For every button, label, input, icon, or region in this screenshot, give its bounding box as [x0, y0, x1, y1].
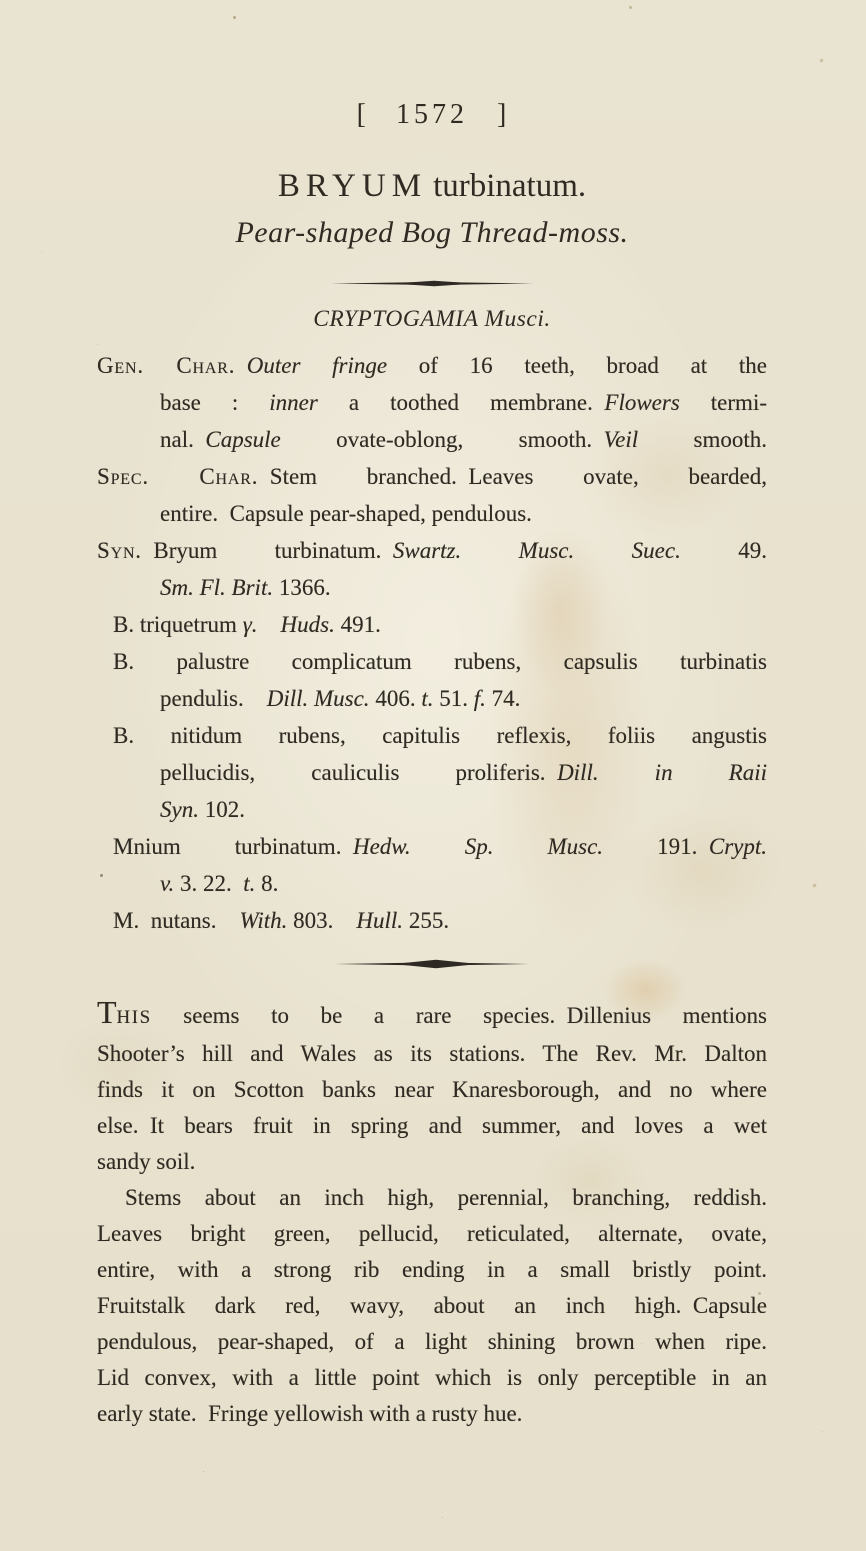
page-number: 1572 — [396, 99, 468, 130]
synonym-line: Sm. Fl. Brit. 1366. — [160, 574, 331, 600]
spec-char-line: Spec. Char. Stem branched. Leaves ovate, bearded, — [97, 463, 767, 489]
swelled-rule-top — [330, 279, 535, 288]
synonymy-block — [97, 347, 767, 939]
paper-foxing-specks — [0, 0, 3, 3]
classification-line: CRYPTOGAMIA Musci. — [313, 306, 551, 332]
species-epithet: turbinatum. — [433, 168, 587, 204]
gen-char-line: base : inner a toothed membrane. Flowers termi- — [160, 389, 767, 415]
bracket-left: [ — [356, 99, 367, 130]
synonym-line: B. palustre complicatum rubens, capsulis turbinatis — [113, 648, 767, 674]
paragraph-line: pendulous, pear-shaped, of a light shining brown when ripe. — [97, 1328, 767, 1354]
paragraph-line: finds it on Scotton banks near Knaresborough, and no where — [97, 1076, 767, 1102]
paragraph-line: sandy soil. — [97, 1148, 196, 1174]
paragraph-line: Lid convex, with a little point which is only perceptible in an — [97, 1364, 767, 1390]
species-title — [97, 170, 767, 203]
paragraph-line: early state. Fringe yellowish with a rusty hue. — [97, 1400, 523, 1426]
synonym-line: Syn. 102. — [160, 796, 245, 822]
paragraph-line: Fruitstalk dark red, wavy, about an inch high. Capsule — [97, 1292, 767, 1318]
text-column — [97, 0, 767, 1432]
synonym-line: M. nutans. With. 803. Hull. 255. — [113, 907, 450, 933]
spec-char-line: entire. Capsule pear-shaped, pendulous. — [160, 500, 532, 526]
paragraph-line: else. It bears fruit in spring and summer, and loves a wet — [97, 1112, 767, 1138]
genus-name: BRYUM — [277, 168, 428, 204]
paragraph-line: THIS seems to be a rare species. Dillenius mentions — [97, 993, 767, 1030]
paragraph-line: Stems about an inch high, perennial, branching, reddish. — [125, 1184, 767, 1210]
gen-char-line: nal. Capsule ovate-oblong, smooth. Veil smooth. — [160, 426, 767, 452]
description-block — [97, 993, 767, 1432]
bracket-right: ] — [497, 99, 508, 130]
paragraph-line: entire, with a strong rib ending in a small bristly point. — [97, 1256, 767, 1282]
synonym-line: B. triquetrum γ. Huds. 491. — [113, 611, 381, 637]
swelled-rule-middle — [334, 958, 530, 970]
page-number-line — [97, 0, 767, 129]
paragraph-line: Shooter’s hill and Wales as its stations. The Rev. Mr. Dalton — [97, 1040, 767, 1066]
gen-char-line: Gen. Char. Outer fringe of 16 teeth, broad at the — [97, 352, 768, 378]
synonym-line: Mnium turbinatum. Hedw. Sp. Musc. 191. Crypt. — [113, 833, 767, 859]
synonym-line: v. 3. 22. t. 8. — [160, 870, 279, 896]
synonym-line: pellucidis, cauliculis proliferis. Dill. in Raii — [160, 759, 767, 785]
synonym-line: B. nitidum rubens, capitulis reflexis, foliis angustis — [113, 722, 767, 748]
synonym-line: Syn. Bryum turbinatum. Swartz. Musc. Suec. 49. — [97, 537, 767, 563]
synonym-line: pendulis. Dill. Musc. 406. t. 51. f. 74. — [160, 685, 521, 711]
common-name: Pear-shaped Bog Thread-moss. — [235, 216, 629, 249]
paragraph-line: Leaves bright green, pellucid, reticulated, alternate, ovate, — [97, 1220, 767, 1246]
